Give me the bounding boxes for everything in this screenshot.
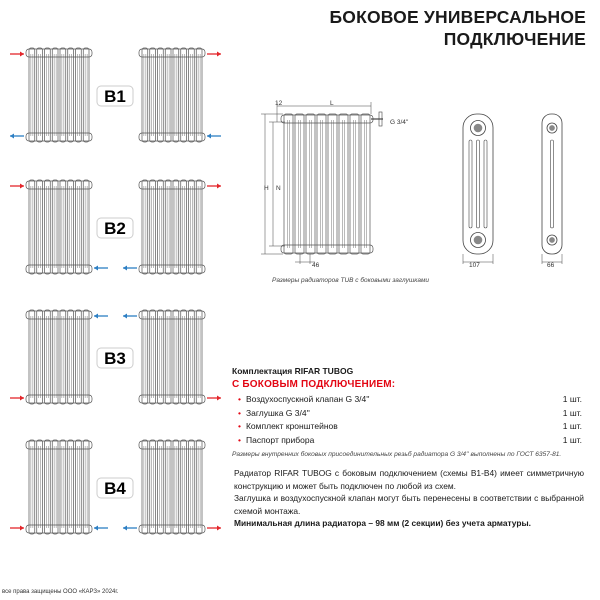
scheme-label: B4: [104, 479, 126, 498]
kit-item-name: Комплект кронштейнов: [245, 421, 338, 431]
bullet-icon: •: [238, 407, 241, 418]
return-arrow-icon: [94, 266, 108, 271]
radiator-left: [26, 310, 92, 404]
supply-arrow-icon: [10, 396, 24, 401]
radiator-right: [139, 440, 205, 534]
radiator-front: [281, 114, 373, 254]
radiator-left: [26, 180, 92, 274]
scheme-b3: [10, 310, 221, 404]
bullet-icon: •: [238, 394, 241, 404]
supply-arrow-icon: [207, 184, 221, 189]
kit-item: [232, 420, 582, 434]
scheme-label: B2: [104, 219, 126, 238]
description: [234, 467, 584, 530]
dim-axis: N: [276, 185, 281, 192]
kit-item: [232, 434, 582, 448]
supply-arrow-icon: [207, 52, 221, 57]
side-view-3-column: [463, 114, 493, 254]
title-line-1: БОКОВОЕ УНИВЕРСАЛЬНОЕ: [329, 7, 586, 27]
kit-item-qty: 1 шт.: [562, 407, 582, 418]
kit-item-qty: 1 шт.: [562, 394, 582, 404]
kit-section: [232, 366, 582, 458]
return-arrow-icon: [123, 266, 137, 271]
description-p3: Минимальная длина радиатора – 98 мм (2 секции) без учета арматуры.: [234, 518, 531, 528]
scheme-label: B1: [104, 87, 126, 106]
connection-schemes: [0, 30, 230, 550]
copyright-footer: все права защищены ООО «КАРЗ» 2024г.: [2, 589, 119, 595]
dim-depth-3col: 107: [469, 262, 480, 269]
dim-offset: 12: [275, 100, 283, 107]
kit-item: [232, 407, 582, 421]
dim-height: H: [264, 185, 269, 192]
radiator-left: [26, 48, 92, 142]
page-title: [329, 6, 586, 50]
dim-thread: G 3/4'': [390, 119, 409, 126]
bullet-icon: •: [238, 421, 241, 431]
radiator-left: [26, 440, 92, 534]
return-arrow-icon: [123, 314, 137, 319]
radiator-right: [139, 48, 205, 142]
description-p2: Заглушка и воздухоспускной клапан могут быть перенесены в соответствии с выбранной схемой монтажа.: [234, 493, 584, 516]
kit-item-qty: 1 шт.: [562, 421, 582, 431]
technical-drawing: [255, 92, 595, 277]
return-arrow-icon: [123, 526, 137, 531]
supply-arrow-icon: [10, 526, 24, 531]
return-arrow-icon: [10, 134, 24, 139]
dim-depth-2col: 66: [547, 262, 555, 269]
kit-heading: Комплектация RIFAR TUBOG: [232, 366, 354, 376]
description-p1: Радиатор RIFAR TUBOG с боковым подключением (схемы В1-В4) имеет симметричную конструкцию и может быть подключен по любой из схем.: [234, 468, 584, 491]
dim-section: 46: [312, 262, 320, 269]
kit-item-name: Заглушка G 3/4'': [245, 407, 310, 418]
dim-length: L: [330, 100, 334, 107]
kit-subheading: С БОКОВЫМ ПОДКЛЮЧЕНИЕМ:: [232, 379, 396, 390]
return-arrow-icon: [94, 314, 108, 319]
side-view-2-column: [542, 114, 562, 254]
kit-item-name: Паспорт прибора: [245, 434, 315, 445]
return-arrow-icon: [94, 526, 108, 531]
supply-arrow-icon: [10, 184, 24, 189]
bullet-icon: •: [238, 434, 241, 445]
scheme-label: B3: [104, 349, 126, 368]
kit-item-name: Воздухоспускной клапан G 3/4'': [245, 394, 370, 404]
supply-arrow-icon: [207, 526, 221, 531]
kit-item-qty: 1 шт.: [562, 434, 582, 445]
title-line-2: ПОДКЛЮЧЕНИЕ: [443, 29, 586, 49]
scheme-b4: [10, 440, 221, 534]
return-arrow-icon: [207, 134, 221, 139]
front-view: [281, 114, 373, 254]
supply-arrow-icon: [10, 52, 24, 57]
radiator-right: [139, 310, 205, 404]
kit-note: Размеры внутренних боковых присоединительных резьб радиатора G 3/4'' выполнены по ГОСТ 6357-81.: [232, 451, 562, 458]
radiator-right: [139, 180, 205, 274]
drawing-caption: Размеры радиаторов TUB с боковыми заглушками: [272, 277, 430, 284]
kit-item: [232, 393, 582, 407]
scheme-b2: [10, 180, 221, 274]
supply-arrow-icon: [207, 396, 221, 401]
scheme-b1: [10, 48, 221, 142]
